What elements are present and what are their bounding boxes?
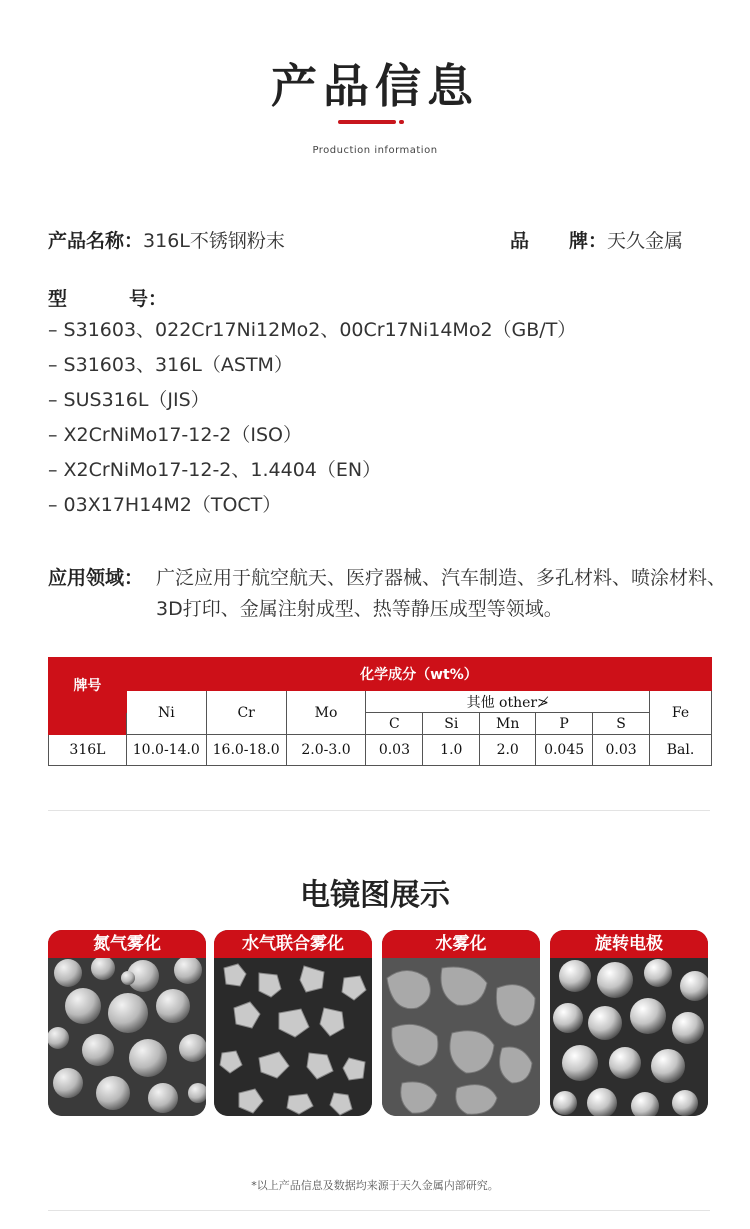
composition-header: 化学成分（wt%） bbox=[126, 658, 711, 691]
cell-mn: 2.0 bbox=[480, 735, 536, 766]
cell-fe: Bal. bbox=[650, 735, 712, 766]
brand-colon: ： bbox=[588, 230, 608, 252]
product-name-value: 316L不锈钢粉末 bbox=[143, 230, 285, 252]
sem-image-water-gas bbox=[214, 958, 372, 1116]
page-title: 产品信息 bbox=[271, 59, 479, 113]
cell-c: 0.03 bbox=[366, 735, 423, 766]
model-item: – SUS316L（JIS） bbox=[48, 389, 210, 411]
title-underline-dot bbox=[399, 120, 404, 124]
footnote: *以上产品信息及数据均来源于天久金属内部研究。 bbox=[251, 1179, 499, 1192]
sem-image-rotating-electrode bbox=[550, 958, 708, 1116]
sem-card-water[interactable] bbox=[382, 930, 540, 1116]
bottom-divider bbox=[48, 1210, 710, 1211]
grade-header-fill bbox=[49, 713, 127, 735]
product-name-row bbox=[48, 226, 285, 253]
product-name-label: 产品名称： bbox=[48, 230, 144, 252]
composition-table bbox=[48, 657, 712, 766]
model-item: – 03X17H14M2（TOCT） bbox=[48, 494, 282, 516]
cell-s: 0.03 bbox=[593, 735, 650, 766]
model-label: 型 号 bbox=[48, 288, 148, 310]
model-item: – X2CrNiMo17-12-2、1.4404（EN） bbox=[48, 459, 382, 481]
sem-card-label: 氮气雾化 bbox=[48, 930, 206, 958]
model-item: – S31603、316L（ASTM） bbox=[48, 354, 293, 376]
sem-card-rotating-electrode[interactable] bbox=[550, 930, 708, 1116]
element-header-mn: Mn bbox=[480, 713, 536, 735]
cell-mo: 2.0-3.0 bbox=[286, 735, 366, 766]
sem-image-nitrogen bbox=[48, 958, 206, 1116]
grade-header: 牌号 bbox=[49, 658, 127, 713]
sem-image-water bbox=[382, 958, 540, 1116]
other-header: 其他 other≯ bbox=[366, 691, 650, 713]
element-header-c: C bbox=[366, 713, 423, 735]
model-item: – X2CrNiMo17-12-2（ISO） bbox=[48, 424, 303, 446]
cell-grade: 316L bbox=[49, 735, 127, 766]
sem-card-label: 水雾化 bbox=[382, 930, 540, 958]
application-text: 广泛应用于航空航天、医疗器械、汽车制造、多孔材料、喷涂材料、3D打印、金属注射成型、热等静压成型等领域。 bbox=[156, 567, 727, 620]
brand-row bbox=[510, 226, 683, 253]
model-label-row bbox=[48, 284, 167, 311]
brand-value: 天久金属 bbox=[607, 230, 684, 252]
model-colon: ： bbox=[148, 288, 168, 310]
application-label: 应用领域： bbox=[48, 567, 144, 589]
title-underline bbox=[338, 120, 396, 124]
fe-header: Fe bbox=[650, 691, 712, 735]
model-item: – S31603、022Cr17Ni12Mo2、00Cr17Ni14Mo2（GB/T） bbox=[48, 319, 577, 341]
element-header-mo: Mo bbox=[286, 691, 366, 735]
sem-section-title: 电镜图展示 bbox=[300, 878, 450, 913]
cell-cr: 16.0-18.0 bbox=[206, 735, 286, 766]
element-header-si: Si bbox=[423, 713, 480, 735]
cell-ni: 10.0-14.0 bbox=[126, 735, 206, 766]
sem-card-label: 旋转电极 bbox=[550, 930, 708, 958]
sem-card-label: 水气联合雾化 bbox=[214, 930, 372, 958]
element-header-p: P bbox=[536, 713, 593, 735]
cell-p: 0.045 bbox=[536, 735, 593, 766]
model-list bbox=[48, 316, 576, 526]
cell-si: 1.0 bbox=[423, 735, 480, 766]
element-header-cr: Cr bbox=[206, 691, 286, 735]
sem-gallery bbox=[48, 930, 710, 1116]
sem-card-nitrogen[interactable] bbox=[48, 930, 206, 1116]
element-header-ni: Ni bbox=[126, 691, 206, 735]
brand-label: 品 牌 bbox=[510, 230, 588, 252]
table-row bbox=[49, 735, 712, 766]
element-header-s: S bbox=[593, 713, 650, 735]
section-divider bbox=[48, 810, 710, 811]
sem-card-water-gas[interactable] bbox=[214, 930, 372, 1116]
page-subtitle: Production information bbox=[312, 145, 438, 156]
